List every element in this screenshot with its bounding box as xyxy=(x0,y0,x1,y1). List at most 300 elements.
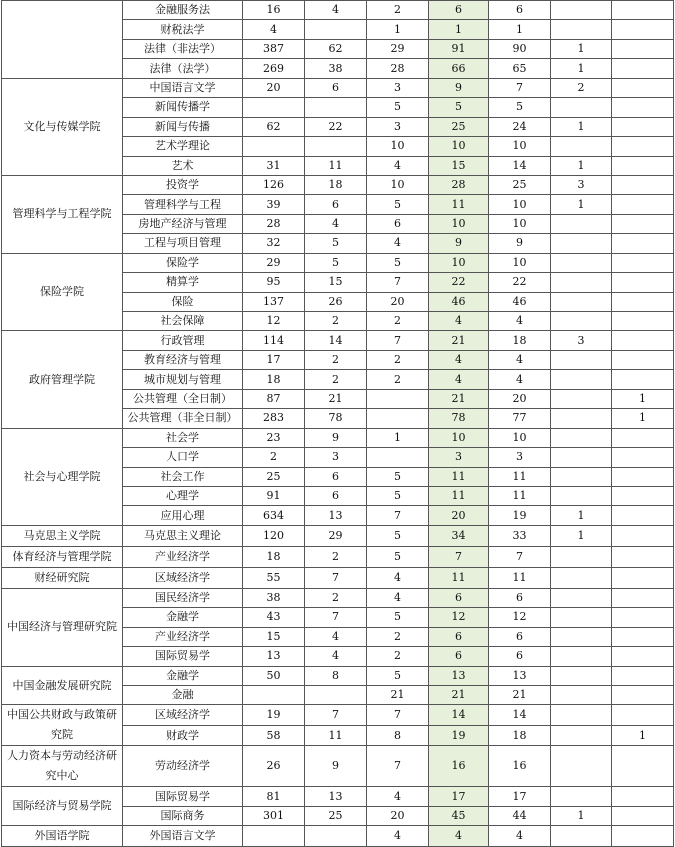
college-cell xyxy=(2,1,123,79)
other-cell xyxy=(612,506,674,525)
major-cell: 区域经济学 xyxy=(123,705,243,726)
exam-quota-cell: 20 xyxy=(367,806,429,825)
major-cell: 金融学 xyxy=(123,666,243,685)
pushed-cell xyxy=(305,20,367,39)
college-cell: 中国金融发展研究院 xyxy=(2,666,123,705)
applicants-cell xyxy=(243,98,305,117)
other-cell xyxy=(612,175,674,194)
applicants-cell: 120 xyxy=(243,525,305,546)
applicants-cell: 32 xyxy=(243,234,305,253)
exam-quota-cell: 20 xyxy=(367,292,429,311)
applicants-cell: 19 xyxy=(243,705,305,726)
major-cell: 精算学 xyxy=(123,273,243,292)
college-cell: 社会与心理学院 xyxy=(2,428,123,525)
applicants-cell: 16 xyxy=(243,1,305,20)
applicants-cell: 81 xyxy=(243,787,305,806)
extra-cell xyxy=(551,1,612,20)
other-cell xyxy=(612,826,674,847)
exam-quota-cell: 5 xyxy=(367,546,429,567)
exam-quota-cell: 6 xyxy=(367,214,429,233)
exam-quota-cell: 7 xyxy=(367,705,429,726)
other-cell xyxy=(612,705,674,726)
pushed-cell: 6 xyxy=(305,78,367,97)
other-cell xyxy=(612,806,674,825)
applicants-cell: 269 xyxy=(243,59,305,78)
other-cell: 1 xyxy=(612,389,674,408)
exam-quota-cell: 5 xyxy=(367,253,429,272)
total-plan-cell: 91 xyxy=(429,39,489,58)
pushed-cell: 2 xyxy=(305,370,367,389)
applicants-cell: 58 xyxy=(243,725,305,746)
applicants-cell xyxy=(243,137,305,156)
total-plan-cell: 11 xyxy=(429,486,489,505)
applicants-cell: 95 xyxy=(243,273,305,292)
admitted-cell: 17 xyxy=(489,787,551,806)
major-cell: 城市规划与管理 xyxy=(123,370,243,389)
admitted-cell: 18 xyxy=(489,331,551,350)
exam-quota-cell: 5 xyxy=(367,486,429,505)
major-cell: 应用心理 xyxy=(123,506,243,525)
admitted-cell: 4 xyxy=(489,370,551,389)
other-cell xyxy=(612,137,674,156)
extra-cell xyxy=(551,686,612,705)
exam-quota-cell: 5 xyxy=(367,98,429,117)
admitted-cell: 7 xyxy=(489,546,551,567)
applicants-cell xyxy=(243,826,305,847)
total-plan-cell: 6 xyxy=(429,647,489,666)
exam-quota-cell: 29 xyxy=(367,39,429,58)
total-plan-cell: 19 xyxy=(429,725,489,746)
table-row xyxy=(2,78,674,97)
table-row xyxy=(2,826,674,847)
extra-cell xyxy=(551,253,612,272)
extra-cell xyxy=(551,647,612,666)
major-cell: 艺术学理论 xyxy=(123,137,243,156)
other-cell xyxy=(612,428,674,447)
total-plan-cell: 10 xyxy=(429,428,489,447)
pushed-cell: 26 xyxy=(305,292,367,311)
pushed-cell: 2 xyxy=(305,588,367,607)
table-row xyxy=(2,705,674,726)
applicants-cell: 62 xyxy=(243,117,305,136)
exam-quota-cell: 4 xyxy=(367,826,429,847)
pushed-cell: 8 xyxy=(305,666,367,685)
extra-cell xyxy=(551,746,612,787)
table-row xyxy=(2,428,674,447)
major-cell: 公共管理（非全日制） xyxy=(123,409,243,428)
pushed-cell: 5 xyxy=(305,234,367,253)
total-plan-cell: 15 xyxy=(429,156,489,175)
total-plan-cell: 6 xyxy=(429,1,489,20)
exam-quota-cell: 28 xyxy=(367,59,429,78)
applicants-cell: 2 xyxy=(243,448,305,467)
other-cell: 1 xyxy=(612,409,674,428)
college-cell: 外国语学院 xyxy=(2,826,123,847)
exam-quota-cell: 21 xyxy=(367,686,429,705)
college-cell: 人力资本与劳动经济研究中心 xyxy=(2,746,123,787)
major-cell: 新闻与传播 xyxy=(123,117,243,136)
pushed-cell: 78 xyxy=(305,409,367,428)
admitted-cell: 46 xyxy=(489,292,551,311)
other-cell xyxy=(612,666,674,685)
exam-quota-cell: 10 xyxy=(367,175,429,194)
other-cell xyxy=(612,253,674,272)
major-cell: 社会工作 xyxy=(123,467,243,486)
pushed-cell: 4 xyxy=(305,627,367,646)
extra-cell xyxy=(551,234,612,253)
exam-quota-cell: 4 xyxy=(367,787,429,806)
extra-cell xyxy=(551,448,612,467)
total-plan-cell: 4 xyxy=(429,826,489,847)
applicants-cell: 43 xyxy=(243,608,305,627)
admitted-cell: 11 xyxy=(489,567,551,588)
total-plan-cell: 21 xyxy=(429,331,489,350)
admitted-cell: 16 xyxy=(489,746,551,787)
other-cell xyxy=(612,312,674,331)
major-cell: 管理科学与工程 xyxy=(123,195,243,214)
extra-cell: 1 xyxy=(551,506,612,525)
extra-cell: 3 xyxy=(551,175,612,194)
extra-cell xyxy=(551,350,612,369)
applicants-cell: 12 xyxy=(243,312,305,331)
pushed-cell: 62 xyxy=(305,39,367,58)
extra-cell xyxy=(551,666,612,685)
admitted-cell: 10 xyxy=(489,214,551,233)
total-plan-cell: 14 xyxy=(429,705,489,726)
extra-cell: 1 xyxy=(551,59,612,78)
major-cell: 教育经济与管理 xyxy=(123,350,243,369)
extra-cell xyxy=(551,98,612,117)
total-plan-cell: 25 xyxy=(429,117,489,136)
pushed-cell: 6 xyxy=(305,467,367,486)
applicants-cell: 18 xyxy=(243,546,305,567)
admitted-cell: 22 xyxy=(489,273,551,292)
table-row xyxy=(2,588,674,607)
total-plan-cell: 6 xyxy=(429,588,489,607)
table-body xyxy=(2,1,674,847)
pushed-cell: 4 xyxy=(305,1,367,20)
admitted-cell: 14 xyxy=(489,156,551,175)
total-plan-cell: 46 xyxy=(429,292,489,311)
pushed-cell: 21 xyxy=(305,389,367,408)
extra-cell xyxy=(551,486,612,505)
total-plan-cell: 11 xyxy=(429,567,489,588)
major-cell: 社会保障 xyxy=(123,312,243,331)
applicants-cell: 23 xyxy=(243,428,305,447)
extra-cell: 2 xyxy=(551,78,612,97)
extra-cell xyxy=(551,567,612,588)
major-cell: 金融服务法 xyxy=(123,1,243,20)
extra-cell xyxy=(551,409,612,428)
pushed-cell: 38 xyxy=(305,59,367,78)
other-cell xyxy=(612,78,674,97)
other-cell xyxy=(612,567,674,588)
other-cell xyxy=(612,234,674,253)
extra-cell xyxy=(551,428,612,447)
other-cell xyxy=(612,350,674,369)
applicants-cell: 87 xyxy=(243,389,305,408)
extra-cell xyxy=(551,389,612,408)
other-cell xyxy=(612,467,674,486)
major-cell: 行政管理 xyxy=(123,331,243,350)
college-cell: 财经研究院 xyxy=(2,567,123,588)
exam-quota-cell: 1 xyxy=(367,428,429,447)
exam-quota-cell: 7 xyxy=(367,506,429,525)
pushed-cell: 9 xyxy=(305,428,367,447)
extra-cell xyxy=(551,627,612,646)
exam-quota-cell: 2 xyxy=(367,627,429,646)
college-cell: 政府管理学院 xyxy=(2,331,123,428)
total-plan-cell: 78 xyxy=(429,409,489,428)
extra-cell xyxy=(551,292,612,311)
admitted-cell: 6 xyxy=(489,588,551,607)
table-row xyxy=(2,1,674,20)
admitted-cell: 10 xyxy=(489,253,551,272)
admitted-cell: 11 xyxy=(489,486,551,505)
major-cell: 新闻传播学 xyxy=(123,98,243,117)
other-cell xyxy=(612,117,674,136)
pushed-cell: 13 xyxy=(305,506,367,525)
table-row xyxy=(2,175,674,194)
major-cell: 投资学 xyxy=(123,175,243,194)
major-cell: 区域经济学 xyxy=(123,567,243,588)
extra-cell xyxy=(551,312,612,331)
other-cell xyxy=(612,98,674,117)
major-cell: 人口学 xyxy=(123,448,243,467)
pushed-cell: 11 xyxy=(305,725,367,746)
applicants-cell xyxy=(243,686,305,705)
admitted-cell: 13 xyxy=(489,666,551,685)
pushed-cell: 25 xyxy=(305,806,367,825)
pushed-cell: 11 xyxy=(305,156,367,175)
major-cell: 公共管理（全日制） xyxy=(123,389,243,408)
applicants-cell: 387 xyxy=(243,39,305,58)
pushed-cell: 14 xyxy=(305,331,367,350)
major-cell: 国民经济学 xyxy=(123,588,243,607)
total-plan-cell: 10 xyxy=(429,214,489,233)
exam-quota-cell xyxy=(367,389,429,408)
pushed-cell: 29 xyxy=(305,525,367,546)
college-cell: 中国公共财政与政策研究院 xyxy=(2,705,123,746)
college-cell: 体育经济与管理学院 xyxy=(2,546,123,567)
admitted-cell: 6 xyxy=(489,647,551,666)
other-cell xyxy=(612,486,674,505)
admitted-cell: 14 xyxy=(489,705,551,726)
major-cell: 工程与项目管理 xyxy=(123,234,243,253)
other-cell xyxy=(612,214,674,233)
extra-cell: 1 xyxy=(551,195,612,214)
major-cell: 艺术 xyxy=(123,156,243,175)
exam-quota-cell: 5 xyxy=(367,608,429,627)
total-plan-cell: 11 xyxy=(429,467,489,486)
applicants-cell: 634 xyxy=(243,506,305,525)
admitted-cell: 7 xyxy=(489,78,551,97)
applicants-cell: 13 xyxy=(243,647,305,666)
total-plan-cell: 21 xyxy=(429,389,489,408)
total-plan-cell: 66 xyxy=(429,59,489,78)
extra-cell xyxy=(551,787,612,806)
exam-quota-cell: 7 xyxy=(367,273,429,292)
applicants-cell: 39 xyxy=(243,195,305,214)
total-plan-cell: 13 xyxy=(429,666,489,685)
major-cell: 法律（非法学） xyxy=(123,39,243,58)
exam-quota-cell: 5 xyxy=(367,525,429,546)
total-plan-cell: 34 xyxy=(429,525,489,546)
extra-cell: 1 xyxy=(551,117,612,136)
major-cell: 劳动经济学 xyxy=(123,746,243,787)
major-cell: 马克思主义理论 xyxy=(123,525,243,546)
admitted-cell: 24 xyxy=(489,117,551,136)
exam-quota-cell: 10 xyxy=(367,137,429,156)
admitted-cell: 4 xyxy=(489,312,551,331)
admitted-cell: 77 xyxy=(489,409,551,428)
other-cell xyxy=(612,746,674,787)
admitted-cell: 9 xyxy=(489,234,551,253)
extra-cell xyxy=(551,725,612,746)
exam-quota-cell: 4 xyxy=(367,234,429,253)
pushed-cell: 3 xyxy=(305,448,367,467)
pushed-cell: 4 xyxy=(305,214,367,233)
other-cell xyxy=(612,273,674,292)
applicants-cell: 301 xyxy=(243,806,305,825)
exam-quota-cell xyxy=(367,409,429,428)
pushed-cell: 4 xyxy=(305,647,367,666)
applicants-cell: 25 xyxy=(243,467,305,486)
table-row xyxy=(2,787,674,806)
other-cell xyxy=(612,525,674,546)
extra-cell xyxy=(551,705,612,726)
other-cell xyxy=(612,787,674,806)
admitted-cell: 12 xyxy=(489,608,551,627)
other-cell xyxy=(612,292,674,311)
total-plan-cell: 21 xyxy=(429,686,489,705)
exam-quota-cell: 2 xyxy=(367,647,429,666)
applicants-cell: 50 xyxy=(243,666,305,685)
college-cell: 管理科学与工程学院 xyxy=(2,175,123,253)
other-cell xyxy=(612,20,674,39)
applicants-cell: 15 xyxy=(243,627,305,646)
applicants-cell: 283 xyxy=(243,409,305,428)
pushed-cell xyxy=(305,98,367,117)
major-cell: 保险 xyxy=(123,292,243,311)
major-cell: 国际贸易学 xyxy=(123,787,243,806)
extra-cell: 1 xyxy=(551,806,612,825)
total-plan-cell: 1 xyxy=(429,20,489,39)
applicants-cell: 137 xyxy=(243,292,305,311)
pushed-cell: 2 xyxy=(305,312,367,331)
admitted-cell: 44 xyxy=(489,806,551,825)
pushed-cell: 15 xyxy=(305,273,367,292)
major-cell: 国际商务 xyxy=(123,806,243,825)
total-plan-cell: 9 xyxy=(429,234,489,253)
extra-cell xyxy=(551,546,612,567)
total-plan-cell: 11 xyxy=(429,195,489,214)
exam-quota-cell: 5 xyxy=(367,467,429,486)
admitted-cell: 90 xyxy=(489,39,551,58)
exam-quota-cell: 2 xyxy=(367,350,429,369)
total-plan-cell: 4 xyxy=(429,312,489,331)
extra-cell xyxy=(551,370,612,389)
college-cell: 保险学院 xyxy=(2,253,123,331)
admitted-cell: 3 xyxy=(489,448,551,467)
admitted-cell: 10 xyxy=(489,137,551,156)
other-cell xyxy=(612,156,674,175)
other-cell xyxy=(612,686,674,705)
major-cell: 产业经济学 xyxy=(123,546,243,567)
college-cell: 马克思主义学院 xyxy=(2,525,123,546)
college-cell: 国际经济与贸易学院 xyxy=(2,787,123,826)
admitted-cell: 10 xyxy=(489,428,551,447)
exam-quota-cell: 3 xyxy=(367,78,429,97)
admitted-cell: 5 xyxy=(489,98,551,117)
applicants-cell: 17 xyxy=(243,350,305,369)
table-row xyxy=(2,331,674,350)
admitted-cell: 4 xyxy=(489,350,551,369)
total-plan-cell: 22 xyxy=(429,273,489,292)
total-plan-cell: 12 xyxy=(429,608,489,627)
table-row xyxy=(2,567,674,588)
table-row xyxy=(2,546,674,567)
applicants-cell: 29 xyxy=(243,253,305,272)
extra-cell: 3 xyxy=(551,331,612,350)
major-cell: 外国语言文学 xyxy=(123,826,243,847)
pushed-cell: 18 xyxy=(305,175,367,194)
table-row xyxy=(2,525,674,546)
pushed-cell: 22 xyxy=(305,117,367,136)
extra-cell xyxy=(551,608,612,627)
college-cell: 文化与传媒学院 xyxy=(2,78,123,175)
extra-cell xyxy=(551,588,612,607)
admitted-cell: 33 xyxy=(489,525,551,546)
applicants-cell: 26 xyxy=(243,746,305,787)
applicants-cell: 20 xyxy=(243,78,305,97)
extra-cell: 1 xyxy=(551,39,612,58)
major-cell: 中国语言文学 xyxy=(123,78,243,97)
total-plan-cell: 16 xyxy=(429,746,489,787)
other-cell xyxy=(612,331,674,350)
exam-quota-cell: 4 xyxy=(367,156,429,175)
college-cell: 中国经济与管理研究院 xyxy=(2,588,123,666)
admitted-cell: 21 xyxy=(489,686,551,705)
other-cell xyxy=(612,59,674,78)
exam-quota-cell: 7 xyxy=(367,331,429,350)
extra-cell xyxy=(551,20,612,39)
pushed-cell: 2 xyxy=(305,546,367,567)
pushed-cell: 7 xyxy=(305,608,367,627)
applicants-cell: 18 xyxy=(243,370,305,389)
total-plan-cell: 10 xyxy=(429,137,489,156)
table-row xyxy=(2,253,674,272)
total-plan-cell: 4 xyxy=(429,370,489,389)
major-cell: 社会学 xyxy=(123,428,243,447)
other-cell xyxy=(612,588,674,607)
extra-cell: 1 xyxy=(551,156,612,175)
major-cell: 金融学 xyxy=(123,608,243,627)
applicants-cell: 28 xyxy=(243,214,305,233)
table-row xyxy=(2,666,674,685)
exam-quota-cell: 2 xyxy=(367,312,429,331)
pushed-cell: 7 xyxy=(305,567,367,588)
other-cell xyxy=(612,1,674,20)
total-plan-cell: 45 xyxy=(429,806,489,825)
pushed-cell: 5 xyxy=(305,253,367,272)
pushed-cell xyxy=(305,137,367,156)
exam-quota-cell: 8 xyxy=(367,725,429,746)
applicants-cell: 55 xyxy=(243,567,305,588)
major-cell: 财税法学 xyxy=(123,20,243,39)
extra-cell xyxy=(551,273,612,292)
major-cell: 心理学 xyxy=(123,486,243,505)
